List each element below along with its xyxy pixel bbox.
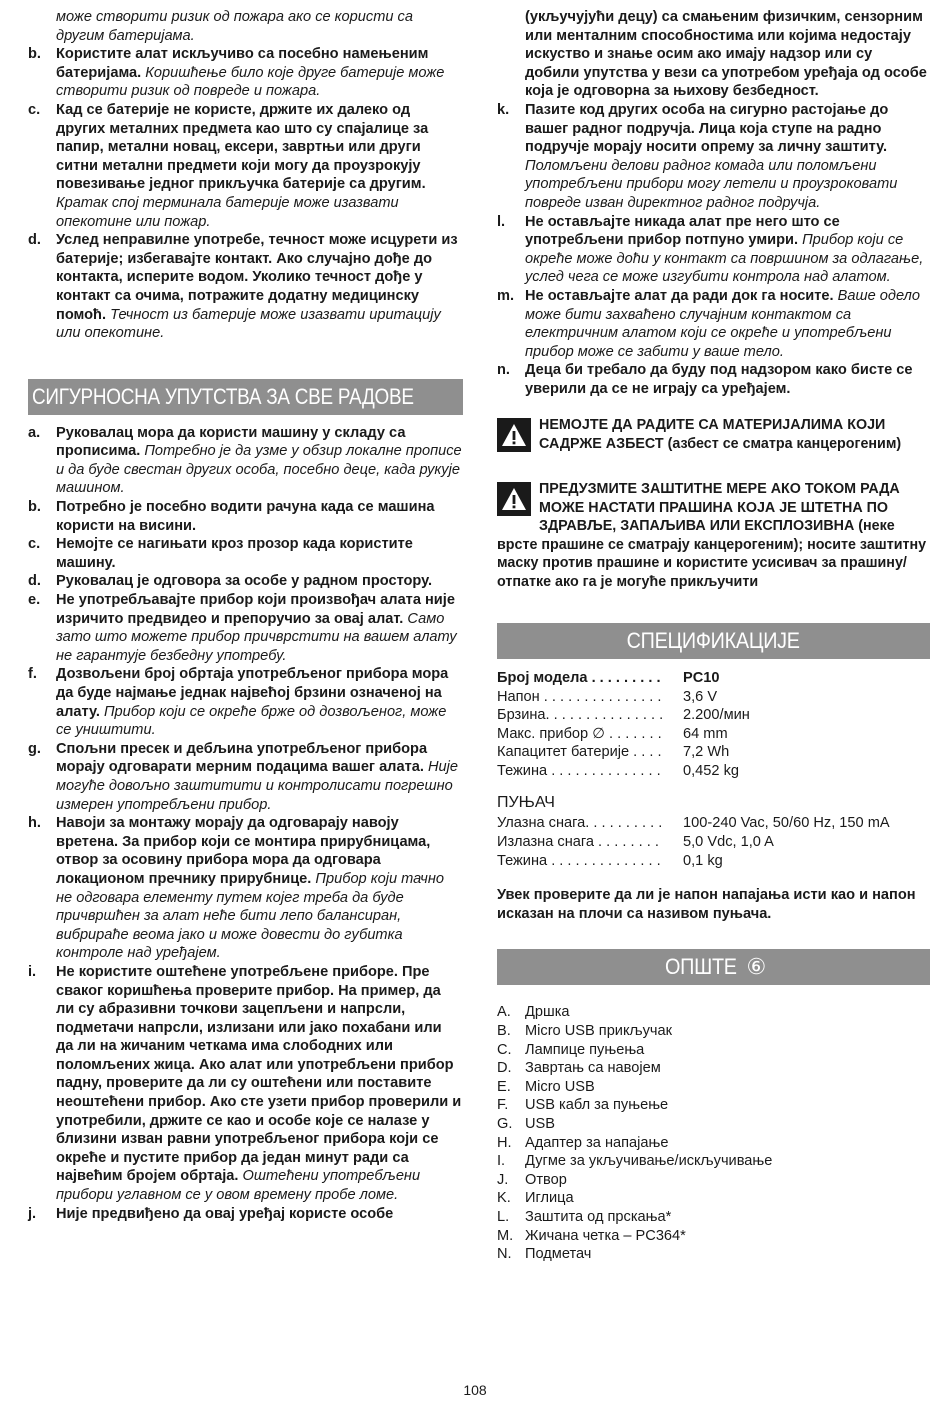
part-item (497, 1022, 930, 1041)
bold-text: Потребно је посебно водити рачуна када се машина користи на висини. (56, 499, 435, 534)
spacer (497, 591, 930, 623)
battery-safety-list (28, 45, 463, 343)
italic-text: Поломљени делови радног комада или поломљени употребљени прибори могу летели и проузроковати повреде изван директног радног подручја. (525, 157, 898, 211)
intro-continuation (28, 8, 463, 45)
part-item (497, 1134, 930, 1153)
item-letter: a. (28, 424, 41, 441)
spacer (28, 343, 463, 379)
general-section-title: ОПШТЕ (665, 954, 737, 980)
spec-row (497, 688, 930, 707)
spec-label: Број модела . . . . . . . . . (497, 669, 661, 686)
item-text (56, 1205, 463, 1224)
bold-text: Не употребљавајте прибор који произвођач алата није изричито предвидео и препоручио за овај алат. (56, 592, 455, 627)
part-item (497, 1208, 930, 1227)
item-text (56, 231, 463, 343)
bold-text: Деца би требало да буду под надзором како бисте се уверили да се не играју са уређајем. (525, 362, 913, 397)
list-item (28, 572, 463, 591)
list-item (28, 45, 463, 101)
part-item (497, 1096, 930, 1115)
list-item (28, 231, 463, 343)
list-item (28, 1205, 463, 1224)
spacer (497, 870, 930, 886)
item-letter: h. (28, 815, 41, 832)
item-letter: k. (497, 101, 510, 118)
item-text (56, 45, 463, 101)
spec-label: Напон . . . . . . . . . . . . . . . (497, 688, 662, 705)
list-item (28, 665, 463, 739)
part-name: Жичана четка – PC364* (525, 1227, 686, 1244)
part-name: Завртањ са навојем (525, 1060, 661, 1077)
bold-text: Руковалац мора да користи машину у складу са прописима. (56, 424, 406, 460)
item-letter: d. (28, 573, 41, 590)
italic-text: Коришћење било које друге батерије може створити ризик од повреде и пожара. (56, 64, 445, 100)
bold-text: Не користите оштећене употребљене приборе. Пре сваког коришћења проверите прибор. На пример, да ли су абразивни точкови зацепљени и напрсли, подметачи напрсли, излизани или јако похабани или да ли на жичаним четкама има слободних или поломљених жица. Ако алат или употребљени прибор падну, проверите да ли су оштећени или поставите неоштећени прибор. Ако сте узети прибор проверили и употребили, држите се као и особе које се налазе у близини изван равни употребљеног прибора који се окреће и пустите прибор да један минут ради са највећим бројем обртаја. (56, 963, 462, 1185)
item-text (56, 572, 463, 591)
part-item (497, 1171, 930, 1190)
list-item (28, 498, 463, 535)
item-text (56, 740, 463, 814)
list-item (497, 361, 930, 398)
part-name: Micro USB (525, 1078, 595, 1095)
item-text (56, 665, 463, 739)
italic-text: може створити ризик од пожара ако се користи са другим батеријама. (56, 9, 413, 44)
item-letter: b. (28, 46, 41, 63)
asbestos-warning-main: НЕМОЈТЕ ДА РАДИТЕ СА МАТЕРИЈАЛИМА КОЈИ САДРЖЕ АЗБЕСТ (539, 417, 886, 452)
part-item (497, 1245, 930, 1264)
item-text (525, 361, 930, 398)
italic-text: Прибор који се окреће брже од дозвољеног, може се уништити. (56, 703, 447, 739)
list-item (28, 535, 463, 572)
part-letter: N. (497, 1246, 512, 1263)
figure-reference: ⑥ (746, 954, 766, 980)
spec-value: 7,2 Wh (683, 744, 730, 761)
list-item (28, 814, 463, 963)
spec-value: 0,1 kg (683, 852, 723, 869)
part-item (497, 1078, 930, 1097)
part-letter: L. (497, 1208, 510, 1225)
dust-warning-note: (неке врсте прашине се сматрају канцерогеним); носите заштитну маску против прашине и користите усисивач за прашину/отпатке ако га је могуће прикључити (497, 518, 927, 590)
item-text (525, 213, 930, 287)
spec-row (497, 814, 930, 833)
part-item (497, 1115, 930, 1134)
italic-text: Кратак спој терминала батерије може изазвати опекотине или пожар. (56, 194, 399, 230)
spec-label: Брзина. . . . . . . . . . . . . . . (497, 707, 664, 724)
part-item (497, 1189, 930, 1208)
bold-text: Руковалац је одговора за особе у радном простору. (56, 573, 433, 590)
bold-text: Кад се батерије не користе, држите их далеко од других металних предмета као што су спајалице за папир, метални новац, ексери, завртњи или други ситни метални предмети који могу да проузрокују повезивање једног прикључка батерије са другим. (56, 101, 429, 193)
part-item (497, 1003, 930, 1022)
spec-label: Капацитет батерије . . . . (497, 744, 662, 761)
list-item (497, 213, 930, 287)
bold-text: Не остављајте алат да ради док га носите. (525, 287, 838, 304)
charger-specs-table (497, 814, 930, 870)
left-column (28, 8, 463, 1223)
item-letter: d. (28, 232, 41, 249)
italic-text: Оштећени употребљени прибори углавном се у овом времену пробе ломе. (56, 1168, 421, 1204)
bold-text: Не остављајте никада алат пре него што се употребљени прибор потпуно умири. (525, 213, 840, 249)
spacer (497, 398, 930, 416)
specs-section-header (497, 623, 930, 659)
spacer (497, 985, 930, 1003)
part-name: Подметач (525, 1246, 592, 1263)
item-text (56, 498, 463, 535)
item-letter: c. (28, 536, 41, 553)
part-name: Адаптер за напајање (525, 1134, 669, 1151)
continuation-text (497, 8, 930, 101)
item-letter: e. (28, 592, 41, 609)
part-letter: G. (497, 1116, 513, 1132)
part-letter: H. (497, 1134, 512, 1151)
list-item (28, 101, 463, 231)
spec-label: Макс. прибор ∅ . . . . . . . (497, 725, 662, 742)
part-item (497, 1059, 930, 1078)
italic-text: Потребно је да узме у обзир локалне прописе и да буде свестан других особа, посебно деце, када рукује машином. (56, 443, 462, 497)
item-letter: b. (28, 499, 41, 516)
safety-section-header (28, 379, 463, 415)
safety-list-continued (497, 101, 930, 399)
item-text (525, 287, 930, 361)
list-item (28, 424, 463, 498)
spec-label: Тежина . . . . . . . . . . . . . . (497, 852, 661, 869)
general-section-header (497, 949, 930, 985)
item-letter: g. (28, 740, 41, 757)
spec-value: 2.200/мин (683, 707, 750, 724)
item-letter: i. (28, 963, 37, 980)
item-text (56, 963, 463, 1205)
item-text (56, 535, 463, 572)
bold-text: (укључујући децу) са смањеним физичким, сензорним или менталним способностима или којима недостају искуство и знање осим ако имају надзор или су добили упутства у вези са употребом уређаја од особе која је одговорна за њихову безбедност. (525, 9, 927, 100)
spacer (497, 454, 930, 480)
spec-row (497, 706, 930, 725)
spec-row (497, 725, 930, 744)
bold-text: Користите алат искључиво са посебно намењеним батеријама. (56, 46, 429, 81)
part-name: USB (525, 1116, 556, 1132)
italic-text: Ваше одело може бити захваћено случајним контактом са електричним алатом који се окреће и употребљени прибор може се забити у ваше тело. (525, 287, 920, 360)
part-name: Отвор (525, 1171, 567, 1188)
specs-table (497, 669, 930, 781)
spec-row (497, 743, 930, 762)
part-item (497, 1227, 930, 1246)
item-j-continuation (497, 8, 930, 101)
spec-label: Излазна снага . . . . . . . . (497, 834, 659, 851)
item-text (56, 814, 463, 963)
part-item (497, 1152, 930, 1171)
part-letter: J. (497, 1171, 509, 1188)
spacer (497, 923, 930, 949)
item-letter: m. (497, 287, 515, 304)
charger-title: ПУЊАЧ (497, 794, 555, 812)
spec-row (497, 852, 930, 871)
spec-label: Тежина . . . . . . . . . . . . . . (497, 762, 661, 779)
part-letter: B. (497, 1023, 511, 1040)
warning-triangle-icon (497, 418, 531, 452)
part-name: Лампице пуњења (525, 1041, 645, 1058)
bold-text: Спољни пресек и дебљина употребљеног прибора морају одговарати мерним подацима вашег алата. (56, 740, 428, 776)
asbestos-warning-note: (азбест се сматра канцерогеним) (663, 435, 902, 452)
bold-text: Пазите код других особа на сигурно растојање до вашег радног подручја. Лица која ступе на радно подручје морају носити опрему за личну заштиту. (525, 101, 889, 156)
item-text (497, 8, 930, 101)
item-text (56, 591, 463, 665)
list-item (28, 591, 463, 665)
part-letter: D. (497, 1060, 512, 1077)
item-letter: j. (28, 1205, 37, 1222)
item-letter: l. (497, 213, 506, 230)
dust-warning (497, 480, 930, 590)
spec-value: PC10 (683, 669, 720, 686)
bold-text: Немојте се нагињати кроз прозор када користите машину. (56, 536, 413, 571)
spacer (28, 415, 463, 424)
warning-triangle-icon (497, 482, 531, 516)
part-name: Иглица (525, 1190, 574, 1207)
part-name: Заштита од прскања* (525, 1208, 672, 1225)
asbestos-warning (497, 416, 930, 454)
italic-text: Прибор који тачно не одговара елементу путем којег треба да буде причвршћен за алат неће бити лепо балансиран, вибрираће веома јако и може довести до губитка контроле над уређајем. (56, 870, 444, 962)
part-name: Дршка (525, 1004, 570, 1021)
bold-text: Дозвољени број обртаја употребљеног прибора мора да буде најмање једнак највећој брзини означеној на алату. (56, 666, 449, 720)
specs-section-title: СПЕЦИФИКАЦИЈЕ (626, 627, 801, 653)
spec-value: 0,452 kg (683, 762, 739, 779)
item-letter: f. (28, 666, 37, 683)
part-letter: A. (497, 1004, 511, 1021)
italic-text: Није могуће довољно заштитити и контролисати погрешно измерен употребљени прибор. (56, 759, 458, 813)
part-letter: K. (497, 1190, 511, 1207)
item-letter: c. (28, 101, 41, 118)
item-text (56, 101, 463, 231)
spec-value: 64 mm (683, 725, 728, 742)
part-letter: E. (497, 1078, 511, 1095)
spacer (497, 659, 930, 669)
bold-text: Услед неправилне употребе, течност може исцурети из батерије; избегавајте контакт. Ако случајно дође до контакта, исперите водом. Уколико течност дође у контакт са очима, потражите додатну медицинску помоћ. (56, 232, 458, 323)
italic-text: Прибор који се окреће може доћи у контакт са површином за одлагање, услед чега се може изгубити контрола над алатом. (525, 232, 924, 286)
list-item (28, 963, 463, 1205)
spec-row (497, 669, 930, 688)
item-letter: n. (497, 362, 510, 379)
safety-list (28, 424, 463, 1224)
bold-text: Није предвиђено да овај уређај користе особе (56, 1205, 394, 1222)
item-text (56, 424, 463, 498)
spacer (497, 780, 930, 792)
italic-text: Течност из батерије може изазвати иритацију или опекотине. (56, 306, 441, 342)
part-letter: M. (497, 1227, 514, 1244)
spec-value: 3,6 V (683, 688, 718, 705)
dust-warning-main: ПРЕДУЗМИТЕ ЗАШТИТНЕ МЕРЕ АКО ТОКОМ РАДА МОЖЕ НАСТАТИ ПРАШИНА КОЈА ЈЕ ШТЕТНА ПО ЗДРАВЉЕ, ЗАПАЉИВА ИЛИ ЕКСПЛОЗИВНА (539, 481, 900, 535)
part-item (497, 1041, 930, 1060)
bold-text: Навоји за монтажу морају да одговарају навоју вретена. За прибор који се монтира прирубницама, отвор за осовину прибора мора да одговара локационом пречнику прирубнице. (56, 815, 431, 887)
list-item (497, 101, 930, 213)
part-name: Micro USB прикључак (525, 1023, 672, 1040)
parts-list (497, 1003, 930, 1263)
spec-row (497, 833, 930, 852)
spec-value: 100-240 Vac, 50/60 Hz, 150 mA (683, 815, 890, 832)
spec-value: 5,0 Vdc, 1,0 A (683, 834, 774, 851)
item-text (28, 8, 463, 45)
spec-row (497, 762, 930, 781)
part-letter: I. (497, 1153, 506, 1170)
item-text (525, 101, 930, 213)
voltage-note: Увек проверите да ли је напон напајања исти као и напон исказан на плочи са називом пуњача. (497, 887, 916, 922)
right-column (497, 8, 930, 1264)
list-item (28, 740, 463, 814)
part-name: USB кабл за пуњење (525, 1097, 669, 1114)
spec-label: Улазна снага. . . . . . . . . . (497, 815, 663, 832)
part-letter: F. (497, 1097, 509, 1114)
page-number: 108 (463, 1382, 487, 1398)
safety-section-title: СИГУРНОСНА УПУТСТВА ЗА СВЕ РАДОВЕ (32, 383, 414, 409)
part-letter: C. (497, 1041, 512, 1058)
continuation-text (28, 8, 463, 45)
italic-text: Само зато што можете прибор причврстити на вашем алату не гарантује безбедну употребу. (56, 610, 457, 664)
part-name: Дугме за укључивање/искључивање (525, 1153, 773, 1170)
list-item (497, 287, 930, 361)
